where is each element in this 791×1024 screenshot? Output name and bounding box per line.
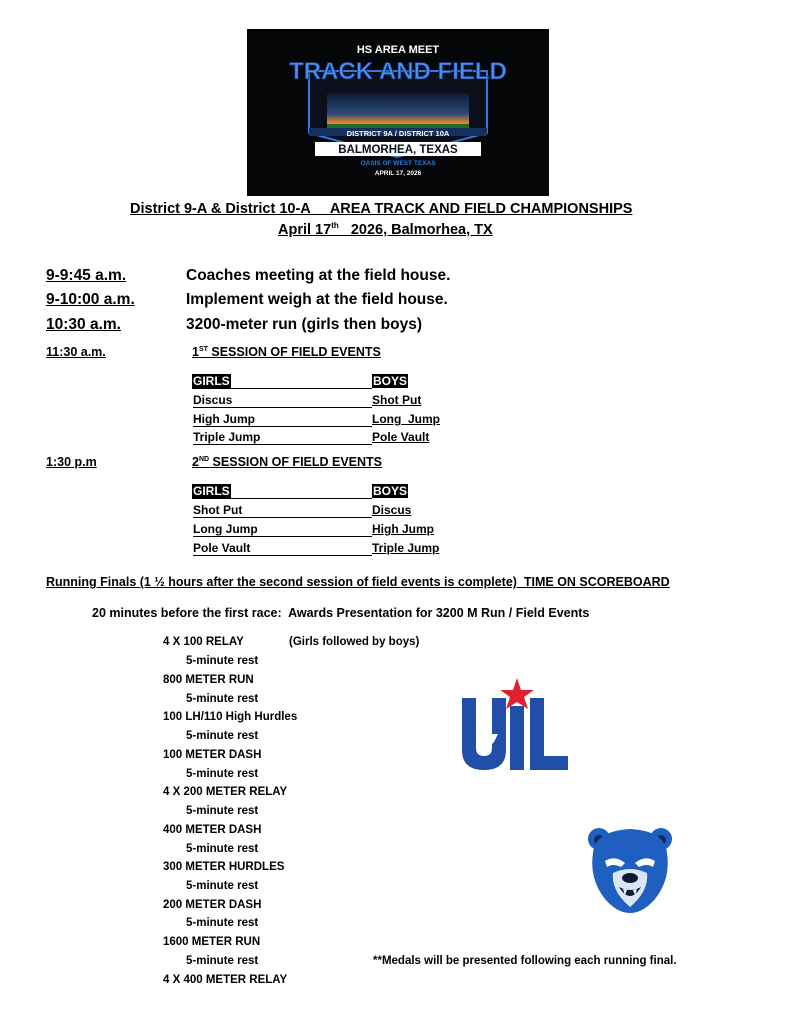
banner-tagline: OASIS OF WEST TEXAS	[360, 160, 436, 167]
event-9: 1600 METER RUN	[163, 936, 261, 948]
session1-girls-2: High Jump	[193, 412, 372, 427]
session1-title	[192, 345, 381, 359]
schedule-desc-1: Coaches meeting at the field house.	[186, 267, 451, 284]
session2-boys-3: Triple Jump	[372, 541, 440, 555]
session1-boys-3: Pole Vault	[372, 430, 430, 444]
banner-location: BALMORHEA, TEXAS	[338, 144, 458, 156]
session1-time: 11:30 a.m.	[46, 345, 106, 359]
rest-7: 5-minute rest	[186, 880, 259, 892]
subtitle-date: April 17	[278, 221, 332, 238]
event-6: 400 METER DASH	[163, 824, 262, 836]
session1-boys-1: Shot Put	[372, 393, 422, 407]
session1-title-text: SESSION OF FIELD EVENTS	[207, 345, 381, 359]
running-finals-note: Running Finals (1 ½ hours after the second session of field events is complete) TIME ON SCOREBOARD	[46, 575, 670, 589]
rest-1: 5-minute rest	[186, 655, 259, 667]
session1-title-sup: ST	[198, 345, 208, 353]
session2-time: 1:30 p.m	[46, 455, 97, 469]
uil-logo	[458, 676, 572, 774]
subtitle-date-sup: th	[331, 221, 339, 230]
event-8: 200 METER DASH	[163, 899, 262, 911]
schedule-desc-3: 3200-meter run (girls then boys)	[186, 316, 423, 333]
medals-note: **Medals will be presented following each running final.	[373, 955, 677, 967]
session1-girls-1: Discus	[193, 393, 372, 408]
session1-girls-header: GIRLS	[193, 374, 230, 388]
session2-boys-header: BOYS	[373, 484, 408, 498]
session1-girls-header-row	[192, 374, 372, 389]
schedule-time-1: 9-9:45 a.m.	[46, 267, 127, 284]
event-10: 4 X 400 METER RELAY	[163, 974, 288, 986]
rest-9: 5-minute rest	[186, 955, 259, 967]
session2-girls-header: GIRLS	[193, 484, 230, 498]
rest-6: 5-minute rest	[186, 843, 259, 855]
event-7: 300 METER HURDLES	[163, 861, 285, 873]
event-1: 4 X 100 RELAY	[163, 636, 244, 648]
session2-boys-2: High Jump	[372, 522, 434, 536]
session1-boys-2: Long Jump	[372, 412, 440, 426]
rest-5: 5-minute rest	[186, 805, 259, 817]
schedule-time-2: 9-10:00 a.m.	[46, 291, 135, 308]
page-subtitle	[278, 221, 493, 238]
schedule-desc-2: Implement weigh at the field house.	[186, 291, 448, 308]
session1-title-num: 1	[192, 345, 199, 359]
session2-title-num: 2	[192, 455, 199, 469]
session2-girls-header-row	[192, 484, 372, 499]
session1-boys-header-row	[372, 374, 408, 388]
page-title	[130, 201, 632, 217]
session2-girls-2: Long Jump	[193, 522, 372, 537]
relay-note: (Girls followed by boys)	[289, 636, 420, 648]
rest-2: 5-minute rest	[186, 693, 259, 705]
session2-boys-header-row	[372, 484, 408, 498]
event-4: 100 METER DASH	[163, 749, 262, 761]
session2-title-sup: ND	[198, 455, 210, 463]
session2-boys-1: Discus	[372, 503, 412, 517]
banner-top-line: HS AREA MEET	[356, 44, 440, 56]
awards-note: 20 minutes before the first race: Awards Presentation for 3200 M Run / Field Events	[92, 606, 590, 620]
rest-4: 5-minute rest	[186, 768, 259, 780]
banner-districts: DISTRICT 9A / DISTRICT 10A	[346, 129, 450, 138]
event-3: 100 LH/110 High Hurdles	[163, 711, 298, 723]
uil-logo-text: UIL	[458, 676, 460, 677]
session2-title	[192, 455, 382, 469]
session2-girls-1: Shot Put	[193, 503, 372, 518]
rest-8: 5-minute rest	[186, 917, 259, 929]
banner-date: APRIL 17, 2026	[374, 170, 422, 177]
schedule-time-3: 10:30 a.m.	[46, 316, 121, 333]
session1-boys-header: BOYS	[373, 374, 408, 388]
bear-mascot-logo	[585, 823, 675, 915]
page-title-text: District 9-A & District 10-A AREA TRACK AND FIELD CHAMPIONSHIPS	[130, 201, 633, 217]
banner-main-title: TRACK AND FIELD	[289, 58, 507, 85]
event-5: 4 X 200 METER RELAY	[163, 786, 288, 798]
session2-title-text: SESSION OF FIELD EVENTS	[209, 455, 383, 469]
subtitle-rest: 2026, Balmorhea, TX	[338, 221, 493, 238]
rest-3: 5-minute rest	[186, 730, 259, 742]
session1-girls-3: Triple Jump	[193, 430, 372, 445]
session2-girls-3: Pole Vault	[193, 541, 372, 556]
track-meet-banner-logo	[247, 29, 549, 196]
event-2: 800 METER RUN	[163, 674, 254, 686]
